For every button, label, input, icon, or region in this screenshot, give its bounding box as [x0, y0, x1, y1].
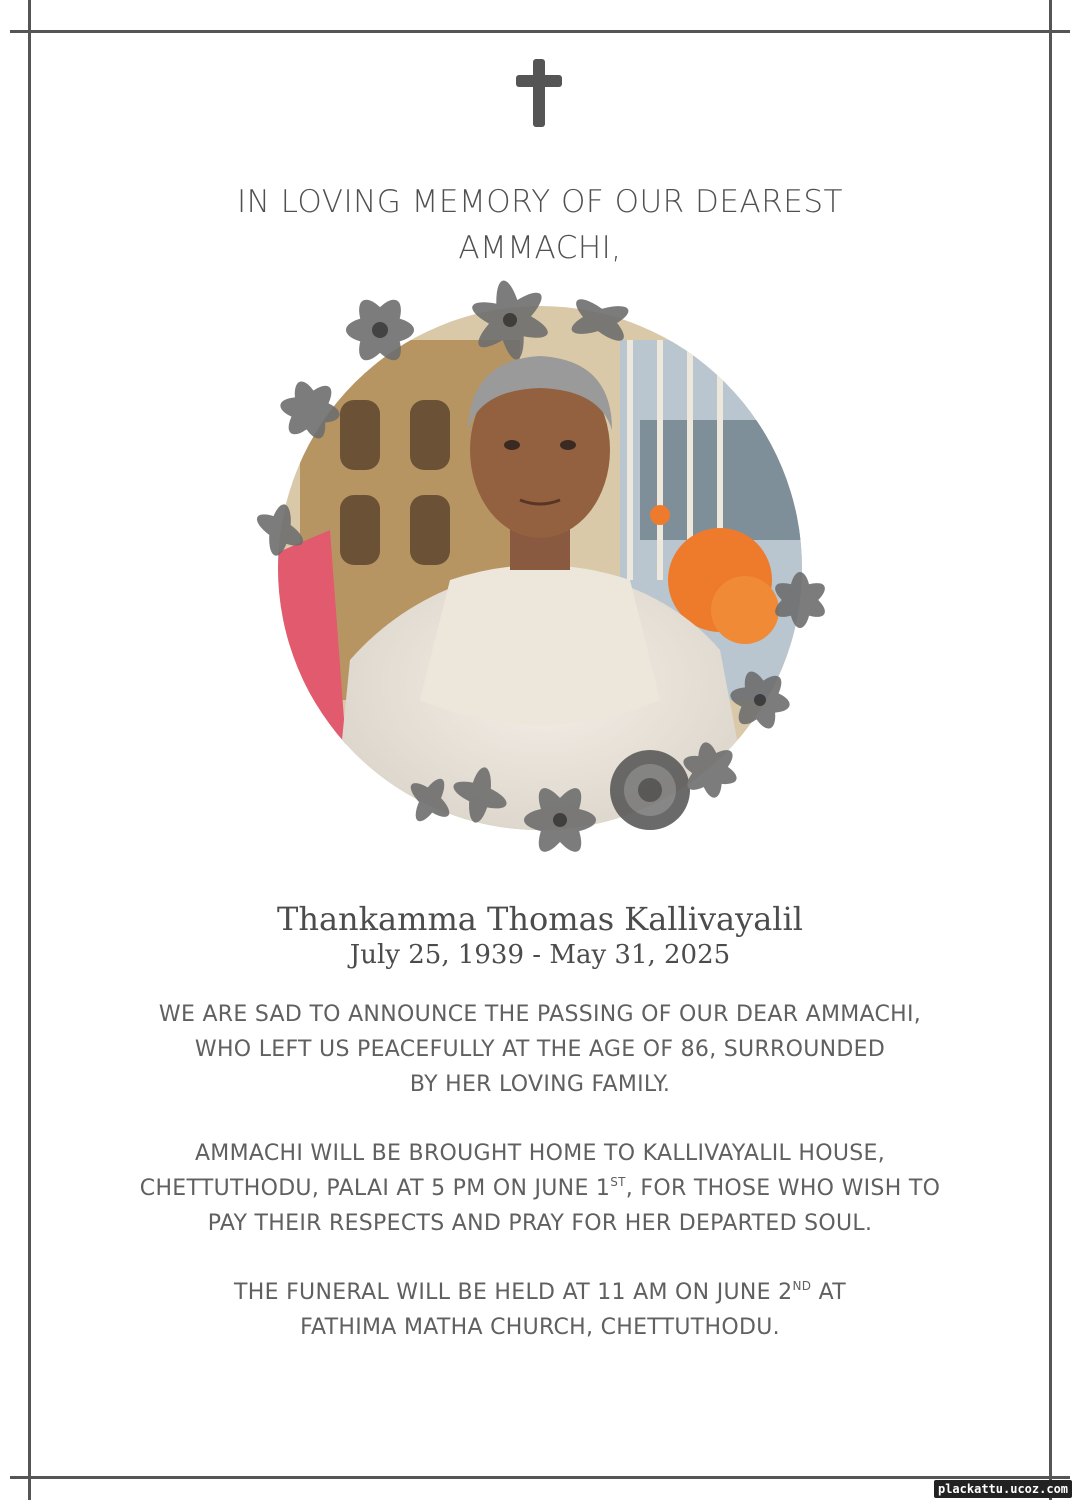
funeral-line — [0, 1275, 1080, 1310]
deceased-name: Thankamma Thomas Kallivayalil — [277, 900, 803, 938]
announcement-line: WE ARE SAD TO ANNOUNCE THE PASSING OF OUR DEAR AMMACHI, — [158, 1002, 922, 1027]
announcement-line: BY HER LOVING FAMILY. — [409, 1072, 671, 1097]
memorial-heading-line1: IN LOVING MEMORY OF OUR DEAREST — [237, 184, 843, 220]
funeral-text: THE FUNERAL WILL BE HELD AT 11 AM ON JUNE 2 — [234, 1280, 793, 1305]
announcement-line: WHO LEFT US PEACEFULLY AT THE AGE OF 86, SURROUNDED — [194, 1037, 886, 1062]
funeral-line: FATHIMA MATHA CHURCH, CHETTUTHODU. — [300, 1315, 780, 1340]
cross-icon — [514, 57, 564, 129]
homecoming-line — [0, 1171, 1080, 1206]
frame-top-line — [10, 30, 1070, 33]
date-suffix: ST — [610, 1175, 626, 1189]
announcement-paragraph — [0, 997, 1080, 1102]
homecoming-text: CHETTUTHODU, PALAI AT 5 PM ON JUNE 1 — [139, 1176, 611, 1201]
date-suffix: ND — [792, 1279, 812, 1293]
portrait-photo-with-floral-wreath — [240, 280, 840, 860]
watermark: plackattu.ucoz.com — [934, 1480, 1072, 1498]
homecoming-line: AMMACHI WILL BE BROUGHT HOME TO KALLIVAYALIL HOUSE, — [194, 1141, 886, 1166]
frame-bottom-line — [10, 1476, 1070, 1479]
funeral-text: AT — [811, 1280, 846, 1305]
homecoming-text: , FOR THOSE WHO WISH TO — [625, 1176, 941, 1201]
life-dates: July 25, 1939 - May 31, 2025 — [349, 940, 731, 970]
homecoming-line: PAY THEIR RESPECTS AND PRAY FOR HER DEPARTED SOUL. — [207, 1211, 873, 1236]
homecoming-paragraph — [0, 1136, 1080, 1241]
memorial-heading-line2: AMMACHI, — [458, 230, 622, 266]
funeral-paragraph — [0, 1275, 1080, 1345]
